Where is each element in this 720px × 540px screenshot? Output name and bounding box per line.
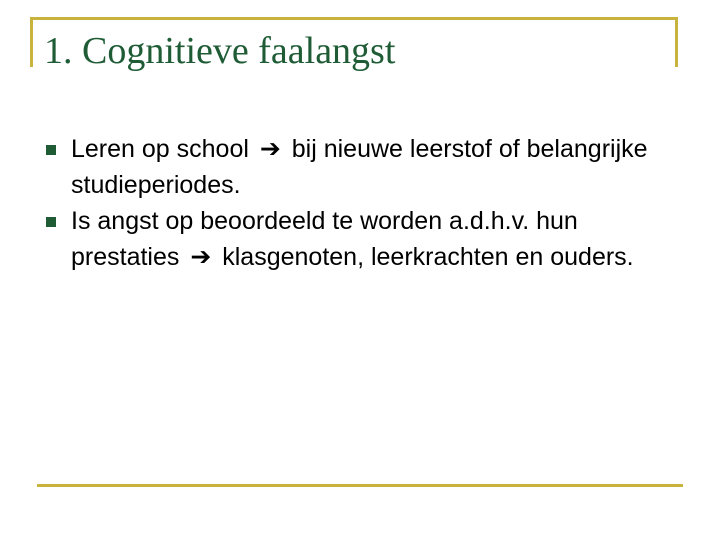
bullet-text-after-arrow: klasgenoten, leerkrachten en ouders. xyxy=(222,243,634,271)
square-bullet-icon xyxy=(46,145,56,155)
square-bullet-icon xyxy=(46,217,56,227)
bullet-text-before-arrow: Leren op school xyxy=(71,135,249,163)
frame-top-line xyxy=(30,17,678,20)
frame-right-line xyxy=(675,17,678,67)
bullet-item xyxy=(42,131,672,203)
frame-bottom-line xyxy=(37,484,683,487)
right-arrow-icon: ➔ xyxy=(259,135,281,163)
bullet-text-after-arrow: bij nieuwe leerstof of belangrijke studieperiodes. xyxy=(71,135,648,199)
frame-left-line xyxy=(30,17,33,67)
bullet-item xyxy=(42,203,672,275)
bullet-text-before-arrow: Is angst op beoordeeld te worden a.d.h.v. hun prestaties xyxy=(71,207,578,271)
slide-title: 1. Cognitieve faalangst xyxy=(44,30,396,72)
right-arrow-icon: ➔ xyxy=(190,243,212,271)
bullet-list xyxy=(42,131,672,275)
